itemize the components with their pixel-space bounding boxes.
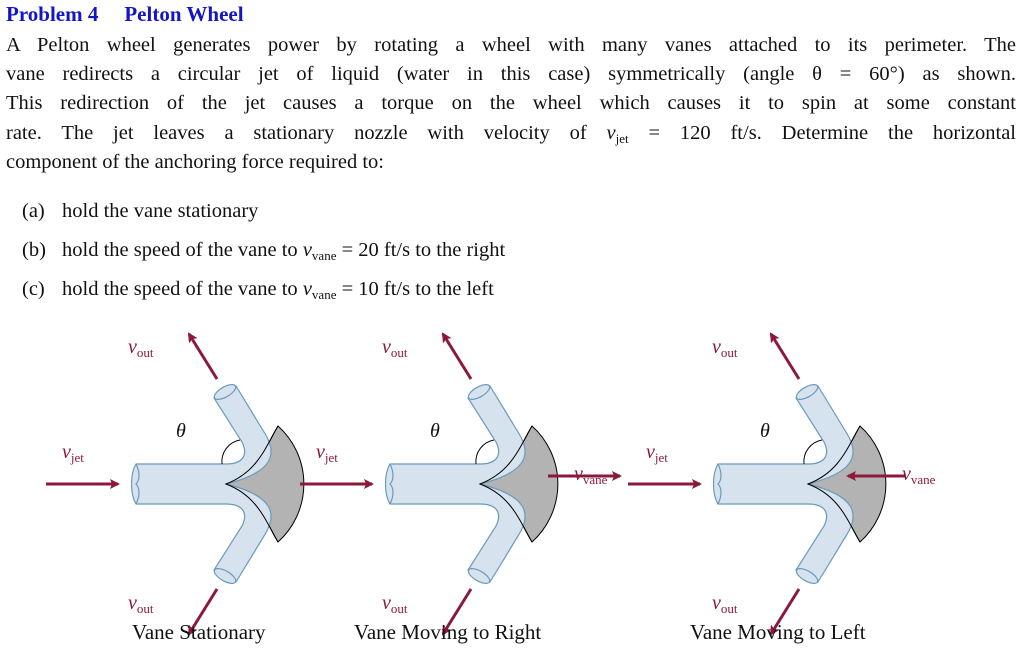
statement-line: This redirection of the jet causes a torque on the wheel which causes it to spin at some constant	[6, 92, 1016, 115]
v-out-top-label: $v_{out}$	[712, 336, 738, 360]
diagram-moving-left	[628, 334, 906, 634]
v-out-bottom-label: $v_{out}$	[128, 592, 154, 616]
v-jet-label: $v_{jet}$	[646, 441, 668, 465]
theta-label: θ	[430, 420, 440, 442]
part-b: (b) hold the speed of the vane to $v_{vane} = 20$ ft/s to the right	[22, 239, 506, 263]
v-jet-label: $v_{jet}$	[62, 441, 84, 465]
v-jet-label: $v_{jet}$	[316, 441, 338, 465]
v-out-bottom-label: $v_{out}$	[382, 592, 408, 616]
part-a: (a) hold the vane stationary	[22, 200, 259, 222]
v-out-top-label: $v_{out}$	[382, 336, 408, 360]
v-vane-label: $v_{vane}$	[574, 463, 608, 487]
v-out-bottom-label: $v_{out}$	[712, 592, 738, 616]
part-c: (c) hold the speed of the vane to $v_{vane} = 10$ ft/s to the left	[22, 278, 494, 302]
statement-line: rate. The jet leaves a stationary nozzle with velocity of $v_{jet} = 120$ ft/s. Determine the horizontal	[6, 121, 1017, 146]
diagram-moving-right	[300, 334, 620, 634]
v-vane-label: $v_{vane}$	[902, 463, 936, 487]
problem-number: Problem 4	[6, 2, 99, 26]
caption-moving-right: Vane Moving to Right	[354, 620, 542, 644]
v-out-top-label: $v_{out}$	[128, 336, 154, 360]
diagram-stationary	[46, 334, 304, 634]
problem-title: Pelton Wheel	[124, 2, 244, 26]
v-jet-symbol: v	[606, 121, 616, 144]
statement-line: A Pelton wheel generates power by rotating a wheel with many vanes attached to its perimeter. The	[6, 34, 1016, 56]
statement-line: component of the anchoring force required to:	[6, 150, 384, 173]
theta-label: θ	[760, 420, 770, 442]
caption-stationary: Vane Stationary	[132, 620, 266, 644]
caption-moving-left: Vane Moving to Left	[690, 620, 866, 644]
statement-line: vane redirects a circular jet of liquid (water in this case) symmetrically (angle θ = 60°) as shown.	[6, 63, 1016, 86]
theta-label: θ	[176, 420, 186, 442]
